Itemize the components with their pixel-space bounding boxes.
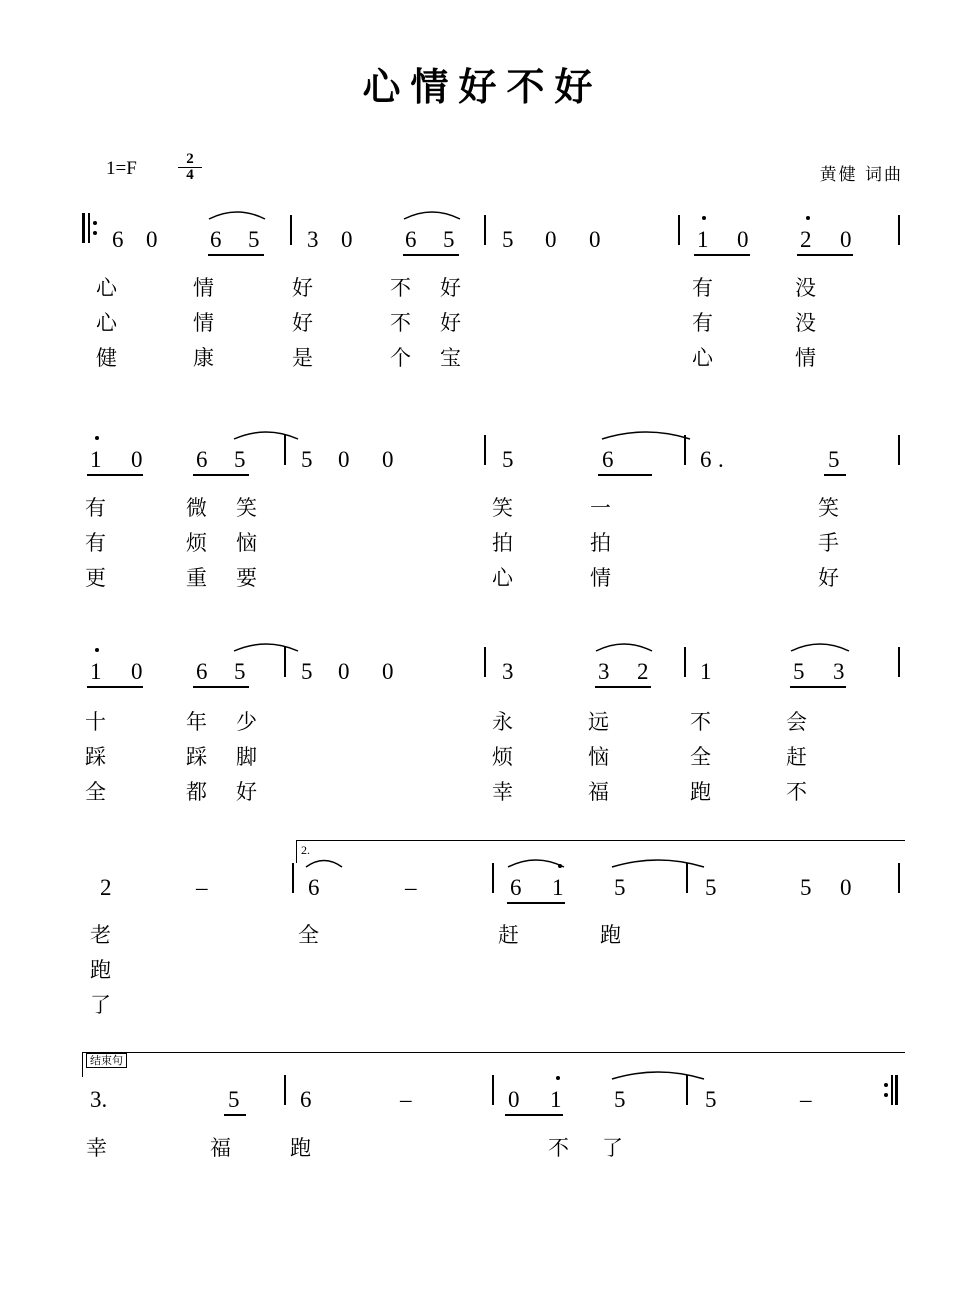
note: 5 <box>443 227 455 252</box>
key-signature: 1=F <box>106 158 137 179</box>
beam-line <box>824 474 846 476</box>
lyric: 少 <box>236 710 257 734</box>
note: 0 <box>545 227 557 252</box>
note: 6 <box>700 447 712 472</box>
note: 1 <box>697 227 709 252</box>
note: 6 <box>210 227 222 252</box>
note: 5 <box>705 875 717 900</box>
lyric: 全 <box>85 780 106 804</box>
lyric: 全 <box>298 923 319 947</box>
note: 5 <box>301 447 313 472</box>
beam-line <box>193 686 249 688</box>
volta-label-2: 2. <box>301 843 310 857</box>
lyric: 更 <box>85 566 106 590</box>
note: 1 <box>90 447 102 472</box>
note: 0 <box>131 447 143 472</box>
barline <box>284 647 286 677</box>
lyric: 烦 <box>186 531 207 555</box>
beam-line <box>403 254 459 256</box>
lyric: 拍 <box>590 531 611 555</box>
duration-dash: – <box>196 875 208 900</box>
note: 0 <box>131 659 143 684</box>
note: 5 <box>234 659 246 684</box>
beam-line <box>595 686 651 688</box>
lyric: 不 <box>548 1136 569 1160</box>
beam-line <box>208 254 264 256</box>
slur <box>594 637 654 653</box>
barline <box>484 435 486 465</box>
note: 6 <box>112 227 124 252</box>
note: 6 <box>510 875 522 900</box>
barline <box>684 647 686 677</box>
ending-tag: 结束句 <box>86 1053 127 1068</box>
note: 0 <box>737 227 749 252</box>
beam-line <box>790 686 846 688</box>
barline <box>686 863 688 893</box>
barline <box>484 647 486 677</box>
beam-line <box>193 474 249 476</box>
note: 6 <box>405 227 417 252</box>
duration-dash: – <box>400 1087 412 1112</box>
note: 5 <box>614 1087 626 1112</box>
lyric: 年 <box>186 710 207 734</box>
note: 2 <box>100 875 112 900</box>
lyric: 情 <box>193 311 214 335</box>
lyric: 康 <box>193 346 214 370</box>
note: 6 <box>196 447 208 472</box>
note: 1 <box>90 659 102 684</box>
lyric: 了 <box>602 1136 623 1160</box>
lyric: 赶 <box>786 745 807 769</box>
time-signature-numerator: 2 <box>178 152 202 168</box>
lyric: 老 <box>90 923 111 947</box>
note: 5 <box>705 1087 717 1112</box>
lyric: 拍 <box>492 531 513 555</box>
beam-line <box>694 254 750 256</box>
slur <box>506 853 566 869</box>
note: 6 <box>602 447 614 472</box>
beam-line <box>87 686 143 688</box>
lyric: 健 <box>96 346 117 370</box>
lyric: 都 <box>186 780 207 804</box>
lyric: 不 <box>786 780 807 804</box>
lyric: 好 <box>292 276 313 300</box>
lyric: 宝 <box>440 346 461 370</box>
lyric: 了 <box>90 993 111 1017</box>
composer-credit: 黄健 词曲 <box>819 165 903 185</box>
octave-dot <box>556 1076 560 1080</box>
barline <box>284 1075 286 1105</box>
slur <box>232 425 300 441</box>
note: 1 <box>550 1087 562 1112</box>
lyric: 心 <box>692 346 713 370</box>
lyric: 不 <box>690 710 711 734</box>
lyric: 跑 <box>600 923 621 947</box>
note: 3 <box>598 659 610 684</box>
slur <box>207 205 267 221</box>
barline <box>898 215 900 245</box>
octave-dot <box>806 216 810 220</box>
barline <box>492 1075 494 1105</box>
lyric: 幸 <box>492 780 513 804</box>
lyric: 情 <box>193 276 214 300</box>
lyric: 好 <box>440 276 461 300</box>
lyric: 恼 <box>236 531 257 555</box>
time-signature-denominator: 4 <box>186 167 194 183</box>
lyric: 是 <box>292 346 313 370</box>
lyric: 好 <box>440 311 461 335</box>
note: 2 <box>637 659 649 684</box>
slur <box>232 637 300 653</box>
note: 5 <box>502 227 514 252</box>
lyric: 好 <box>818 566 839 590</box>
lyric: 有 <box>85 531 106 555</box>
duration-dash: – <box>405 875 417 900</box>
beam-line <box>505 1114 563 1116</box>
lyric: 不 <box>390 311 411 335</box>
note: 0 <box>338 447 350 472</box>
note: 5 <box>828 447 840 472</box>
slur <box>610 1065 706 1081</box>
note: 5 <box>793 659 805 684</box>
beam-line <box>797 254 853 256</box>
lyric: 重 <box>186 566 207 590</box>
lyric: 有 <box>85 496 106 520</box>
volta-bracket-2 <box>296 840 905 863</box>
barline <box>290 215 292 245</box>
lyric: 跑 <box>290 1136 311 1160</box>
lyric: 十 <box>85 710 106 734</box>
octave-dot <box>95 436 99 440</box>
lyric: 恼 <box>588 745 609 769</box>
note: 5 <box>248 227 260 252</box>
lyric: 心 <box>96 276 117 300</box>
barline <box>292 863 294 893</box>
note: 2 <box>800 227 812 252</box>
barline <box>684 435 686 465</box>
note: 3 <box>307 227 319 252</box>
note: 6 <box>196 659 208 684</box>
barline <box>898 863 900 893</box>
note: 3. <box>90 1087 108 1112</box>
slur <box>600 425 692 441</box>
barline <box>686 1075 688 1105</box>
lyric: 好 <box>236 780 257 804</box>
duration-dash: – <box>800 1087 812 1112</box>
lyric: 笑 <box>492 496 513 520</box>
lyric: 心 <box>492 566 513 590</box>
barline <box>678 215 680 245</box>
beam-line <box>507 902 565 904</box>
note: 5 <box>301 659 313 684</box>
ending-bracket <box>82 1052 905 1077</box>
note: 5 <box>614 875 626 900</box>
note: 1 <box>700 659 712 684</box>
note: 0 <box>146 227 158 252</box>
slur <box>402 205 462 221</box>
barline <box>898 435 900 465</box>
lyric: 会 <box>786 710 807 734</box>
slur <box>304 853 344 869</box>
note: 0 <box>341 227 353 252</box>
octave-dot <box>95 648 99 652</box>
note: 0 <box>840 227 852 252</box>
lyric: 踩 <box>85 745 106 769</box>
lyric: 心 <box>96 311 117 335</box>
note: 3 <box>833 659 845 684</box>
lyric: 情 <box>795 346 816 370</box>
lyric: 跑 <box>90 958 111 982</box>
octave-dot <box>702 216 706 220</box>
slur <box>610 853 706 869</box>
note: 0 <box>382 659 394 684</box>
lyric: 笑 <box>818 496 839 520</box>
beam-line <box>87 474 143 476</box>
note: 0 <box>589 227 601 252</box>
barline <box>284 435 286 465</box>
page-title: 心情好不好 <box>362 64 603 109</box>
lyric: 踩 <box>186 745 207 769</box>
lyric: 全 <box>690 745 711 769</box>
lyric: 烦 <box>492 745 513 769</box>
note: 1 <box>552 875 564 900</box>
note: 6 <box>300 1087 312 1112</box>
barline <box>484 215 486 245</box>
note: 0 <box>382 447 394 472</box>
lyric: 好 <box>292 311 313 335</box>
barline <box>492 863 494 893</box>
note: 0 <box>338 659 350 684</box>
time-signature <box>178 152 202 183</box>
note: 3 <box>502 659 514 684</box>
slur <box>789 637 851 653</box>
duration-dot: . <box>718 447 724 472</box>
lyric: 远 <box>588 710 609 734</box>
note: 6 <box>308 875 320 900</box>
note: 0 <box>508 1087 520 1112</box>
lyric: 福 <box>210 1136 231 1160</box>
lyric: 手 <box>818 531 839 555</box>
note: 0 <box>840 875 852 900</box>
lyric: 不 <box>390 276 411 300</box>
note: 5 <box>502 447 514 472</box>
beam-line <box>224 1114 246 1116</box>
lyric: 有 <box>692 311 713 335</box>
barline <box>898 647 900 677</box>
note: 5 <box>234 447 246 472</box>
lyric: 没 <box>795 276 816 300</box>
lyric: 笑 <box>236 496 257 520</box>
lyric: 情 <box>590 566 611 590</box>
lyric: 个 <box>390 346 411 370</box>
lyric: 要 <box>236 566 257 590</box>
lyric: 幸 <box>86 1136 107 1160</box>
lyric: 赶 <box>498 923 519 947</box>
lyric: 没 <box>795 311 816 335</box>
lyric: 脚 <box>236 745 257 769</box>
lyric: 有 <box>692 276 713 300</box>
lyric: 永 <box>492 710 513 734</box>
lyric: 微 <box>186 496 207 520</box>
note: 5 <box>228 1087 240 1112</box>
lyric: 跑 <box>690 780 711 804</box>
note: 5 <box>800 875 812 900</box>
lyric: 福 <box>588 780 609 804</box>
beam-line <box>598 474 652 476</box>
lyric: 一 <box>590 496 611 520</box>
